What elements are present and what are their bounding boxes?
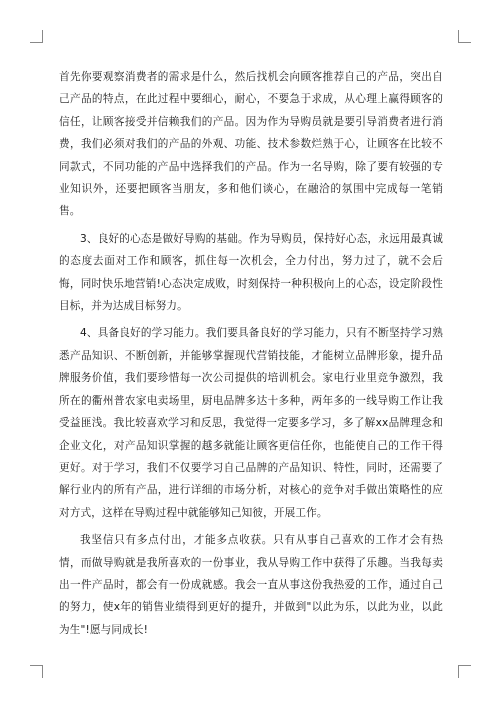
paragraph-1: 首先你要观察消费者的需求是什么，然后找机会向顾客推荐自己的产品，突出自己产品的特点，在此过程中要细心，耐心，不要急于求成，从心理上赢得顾客的信任，让顾客接受并信赖我们的产品。因为作为导购员就是要引导消费者进行消费，我们必须对我们的产品的外观、功能、技术参数烂熟于心，让顾客在比较不同款式，不同功能的产品中选择我们的产品。作为一名导购，除了要有较强的专业知识外，还要把顾客当朋友，多和他们谈心，在融洽的氛围中完成每一笔销售。: [59, 71, 443, 218]
crop-mark-bottom-left: [30, 665, 43, 678]
paragraph-3: 4、具备良好的学习能力。我们要具备良好的学习能力，只有不断坚持学习熟悉产品知识、不断创新，并能够掌握现代营销技能，才能树立品牌形象，提升品牌服务价值，我们要珍惜每一次公司提供的培训机会。家电行业里竞争激烈，我所在的衢州普农家电卖场里，厨电品牌多达十多种，两年多的一线导购工作让我受益匪浅。我比较喜欢学习和反思，我觉得一定要多学习，多了解xx品牌理念和企业文化，对产品知识掌握的越多就能让顾客更信任你，也能使自己的工作干得更好。对于学习，我们不仅要学习自己品牌的产品知识、特性，同时，还需要了解行业内的所有产品，进行详细的市场分析，对核心的竞争对手做出策略性的应对方式，这样在导购过程中就能够知己知彼，开展工作。: [59, 327, 443, 519]
crop-mark-top-right: [458, 30, 471, 43]
document-body: [59, 66, 443, 646]
paragraph-2: 3、良好的心态是做好导购的基础。作为导购员，保持好心态，永远用最真诚的态度去面对工作和顾客，抓住每一次机会，全力付出，努力过了，就不会后悔，同时快乐地营销!心态决定成败，时刻保持一种积极向上的心态，设定阶段性目标，并为达成目标努力。: [59, 232, 443, 313]
crop-mark-top-left: [30, 30, 43, 43]
crop-mark-bottom-right: [458, 665, 471, 678]
paragraph-4: 我坚信只有多点付出，才能多点收获。只有从事自己喜欢的工作才会有热情，而做导购就是我所喜欢的一份事业，我从导购工作中获得了乐趣。当我每卖出一件产品时，都会有一份成就感。我会一直从事这份我热爱的工作，通过自己的努力，使x年的销售业绩得到更好的提升，并做到"以此为乐，以此为业，以此为生"!愿与同成长!: [59, 534, 443, 636]
